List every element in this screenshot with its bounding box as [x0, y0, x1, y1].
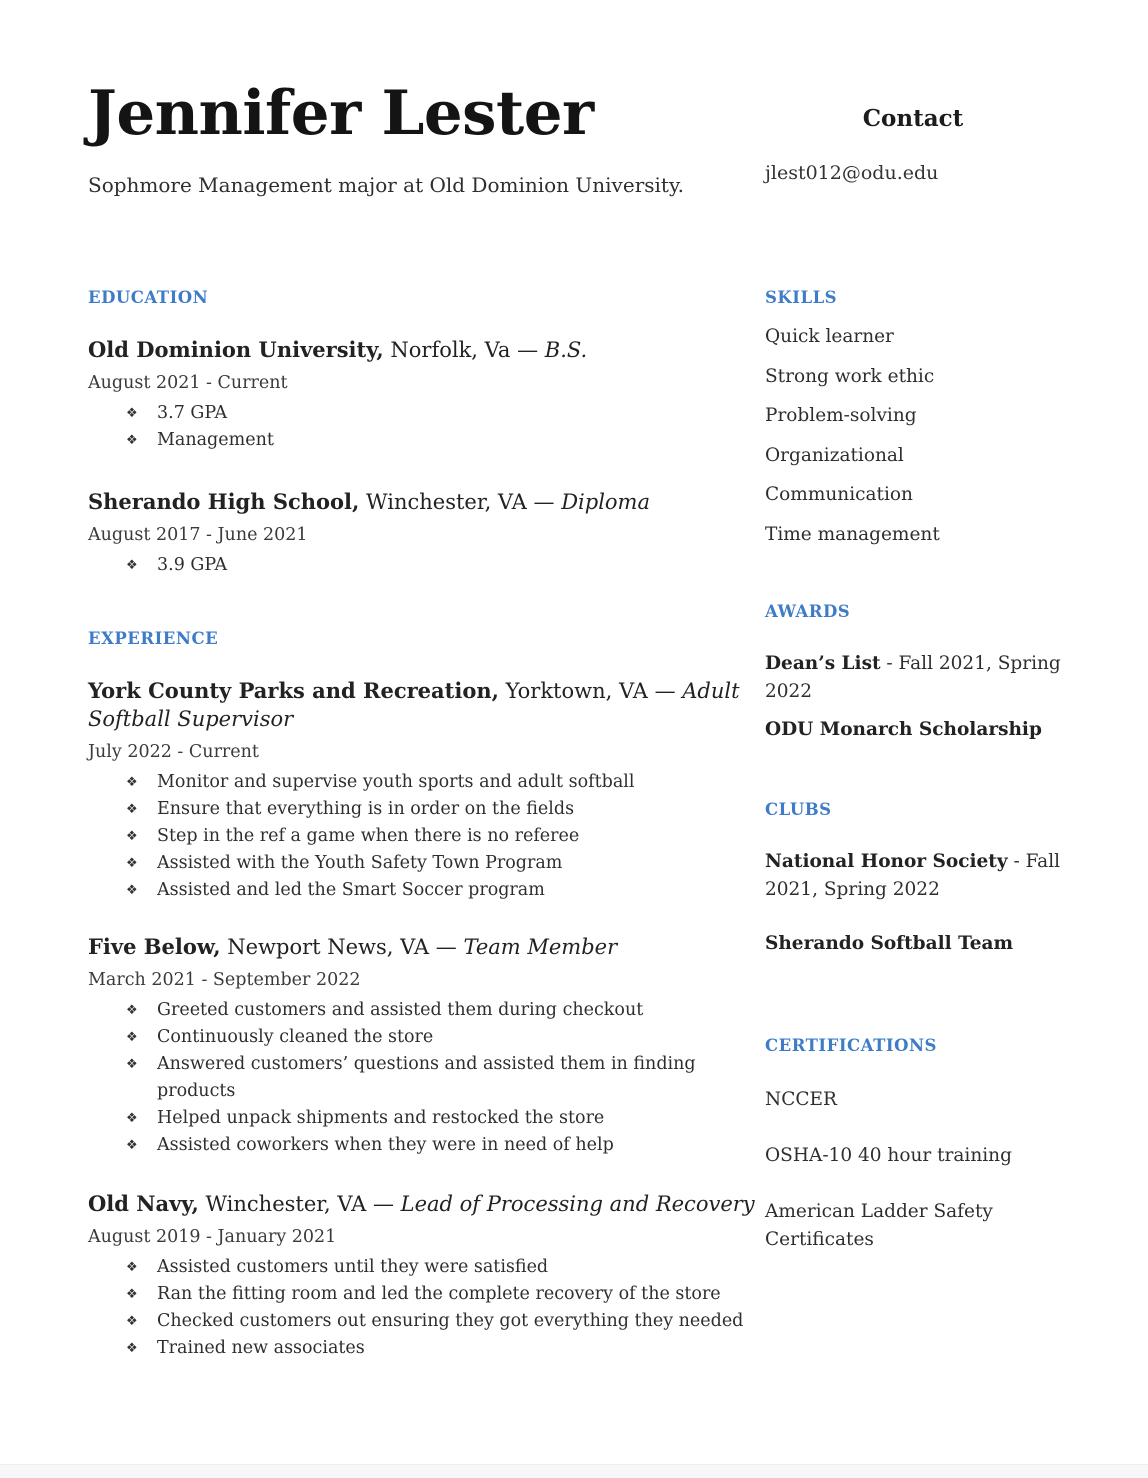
entry-role: B.S.	[544, 338, 588, 362]
skill-item: Quick learner	[765, 326, 894, 347]
diamond-bullet-icon: ❖	[126, 1030, 138, 1045]
club-item	[765, 930, 1061, 958]
entry-org: Old Navy,	[88, 1191, 199, 1216]
education-entry-sherando	[88, 488, 760, 579]
diamond-bullet-icon: ❖	[126, 1057, 138, 1072]
diamond-bullet-icon: ❖	[126, 856, 138, 871]
diamond-bullet-icon: ❖	[126, 829, 138, 844]
awards-section-label: AWARDS	[765, 602, 851, 621]
bullet-text: Answered customers’ questions and assisted them in finding products	[157, 1054, 696, 1101]
award-detail: - Fall 2021, Spring 2022	[765, 653, 1061, 702]
bullet-text: Assisted customers until they were satisfied	[157, 1257, 549, 1277]
bullet-item	[88, 823, 760, 850]
entry-location: Newport News, VA —	[227, 935, 457, 959]
entry-role: Team Member	[463, 935, 618, 959]
entry-role: Lead of Processing and Recovery	[400, 1192, 755, 1216]
bullet-item	[88, 1105, 760, 1132]
award-title: ODU Monarch Scholarship	[765, 719, 1042, 740]
diamond-bullet-icon: ❖	[126, 775, 138, 790]
diamond-bullet-icon: ❖	[126, 558, 138, 573]
bullet-item	[88, 997, 760, 1024]
bullet-list	[88, 1254, 760, 1362]
bullet-list	[88, 552, 760, 579]
bullet-text: Management	[157, 430, 274, 450]
experience-entry-five-below	[88, 933, 760, 1159]
experience-section-label: EXPERIENCE	[88, 629, 219, 648]
bullet-text: Greeted customers and assisted them during checkout	[157, 1000, 644, 1020]
diamond-bullet-icon: ❖	[126, 1138, 138, 1153]
bullet-item	[88, 850, 760, 877]
diamond-bullet-icon: ❖	[126, 802, 138, 817]
entry-location: Yorktown, VA —	[505, 679, 676, 703]
contact-email: jlest012@odu.edu	[765, 162, 939, 184]
education-section-label: EDUCATION	[88, 288, 209, 307]
bullet-text: Assisted and led the Smart Soccer program	[157, 880, 545, 900]
diamond-bullet-icon: ❖	[126, 1260, 138, 1275]
experience-entry-york-county	[88, 677, 760, 904]
bullet-item	[88, 552, 760, 579]
diamond-bullet-icon: ❖	[126, 1314, 138, 1329]
page-bottom-gap	[0, 1464, 1148, 1478]
diamond-bullet-icon: ❖	[126, 1287, 138, 1302]
education-entry-odu	[88, 336, 760, 454]
bullet-text: Checked customers out ensuring they got everything they needed	[157, 1311, 744, 1331]
bullet-list	[88, 997, 760, 1159]
skills-list	[765, 324, 1061, 561]
entry-org: Five Below,	[88, 934, 221, 959]
bullet-item	[88, 877, 760, 904]
club-item	[765, 848, 1061, 904]
diamond-bullet-icon: ❖	[126, 433, 138, 448]
bullet-list	[88, 769, 760, 904]
entry-location: Norfolk, Va —	[390, 338, 539, 362]
bullet-item	[88, 400, 760, 427]
certification-item: American Ladder Safety Certificates	[765, 1201, 993, 1250]
bullet-text: Monitor and supervise youth sports and adult softball	[157, 772, 635, 792]
entry-title	[88, 677, 760, 733]
entry-role: Adult Softball Supervisor	[88, 679, 740, 731]
bullet-item	[88, 1132, 760, 1159]
bullet-item	[88, 1308, 760, 1335]
entry-title	[88, 336, 760, 364]
bullet-item	[88, 769, 760, 796]
bullet-text: Step in the ref a game when there is no referee	[157, 826, 580, 846]
club-title: National Honor Society	[765, 851, 1008, 872]
entry-org: Sherando High School,	[88, 489, 360, 514]
bullet-list	[88, 400, 760, 454]
bullet-text: Trained new associates	[157, 1338, 365, 1358]
bullet-text: 3.7 GPA	[157, 403, 228, 423]
entry-title	[88, 1190, 760, 1218]
club-detail: - Fall 2021, Spring 2022	[765, 851, 1061, 900]
diamond-bullet-icon: ❖	[126, 1111, 138, 1126]
skill-item: Strong work ethic	[765, 365, 935, 387]
award-title: Dean’s List	[765, 653, 881, 674]
bullet-item	[88, 1051, 760, 1105]
entry-location: Winchester, VA —	[205, 1192, 394, 1216]
entry-location: Winchester, VA —	[366, 490, 555, 514]
certification-item: NCCER	[765, 1089, 837, 1110]
bullet-text: Ensure that everything is in order on the fields	[157, 799, 575, 819]
entry-dates: July 2022 - Current	[88, 742, 259, 762]
contact-heading: Contact	[862, 105, 964, 132]
bullet-item	[88, 1281, 760, 1308]
club-title: Sherando Softball Team	[765, 933, 1014, 954]
bullet-text: Ran the fitting room and led the complete recovery of the store	[157, 1284, 721, 1304]
entry-dates: August 2021 - Current	[88, 373, 288, 393]
skills-section-label: SKILLS	[765, 288, 838, 307]
bullet-item	[88, 1254, 760, 1281]
bullet-text: Continuously cleaned the store	[157, 1027, 434, 1047]
experience-entry-old-navy	[88, 1190, 760, 1362]
entry-dates: March 2021 - September 2022	[88, 970, 361, 990]
entry-role: Diploma	[561, 490, 650, 514]
certification-item: OSHA-10 40 hour training	[765, 1145, 1012, 1166]
entry-org: York County Parks and Recreation,	[88, 678, 499, 703]
diamond-bullet-icon: ❖	[126, 1003, 138, 1018]
skill-item: Time management	[765, 523, 940, 545]
skill-item: Organizational	[765, 444, 904, 466]
certifications-section-label: CERTIFICATIONS	[765, 1036, 937, 1055]
diamond-bullet-icon: ❖	[126, 406, 138, 421]
tagline: Sophmore Management major at Old Dominion University.	[88, 173, 684, 197]
diamond-bullet-icon: ❖	[126, 1341, 138, 1356]
person-name: Jennifer Lester	[88, 78, 594, 149]
clubs-section-label: CLUBS	[765, 800, 832, 819]
entry-dates: August 2017 - June 2021	[88, 525, 308, 545]
bullet-item	[88, 427, 760, 454]
skill-item: Problem-solving	[765, 405, 917, 426]
bullet-item	[88, 1024, 760, 1051]
bullet-text: Helped unpack shipments and restocked the store	[157, 1108, 605, 1128]
diamond-bullet-icon: ❖	[126, 883, 138, 898]
entry-title	[88, 933, 760, 961]
bullet-item	[88, 796, 760, 823]
entry-dates: August 2019 - January 2021	[88, 1227, 337, 1247]
award-item	[765, 716, 1061, 744]
entry-title	[88, 488, 760, 516]
bullet-text: Assisted coworkers when they were in need of help	[157, 1135, 614, 1155]
bullet-item	[88, 1335, 760, 1362]
entry-org: Old Dominion University,	[88, 337, 384, 362]
bullet-text: 3.9 GPA	[157, 555, 228, 575]
skill-item: Communication	[765, 484, 913, 505]
award-item	[765, 650, 1061, 706]
bullet-text: Assisted with the Youth Safety Town Program	[157, 853, 563, 873]
